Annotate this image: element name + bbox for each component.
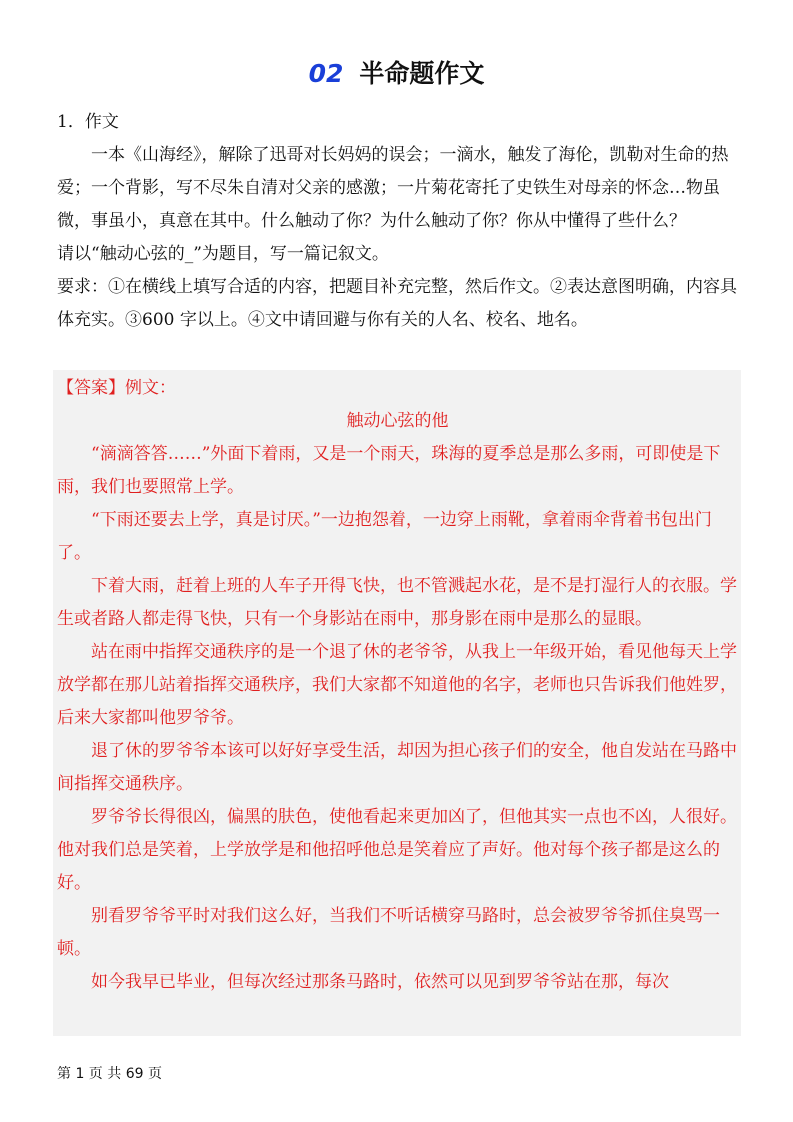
- essay-paragraph: “滴滴答答……”外面下着雨，又是一个雨天，珠海的夏季总是那么多雨，可即使是下雨，我们也要照常上学。: [57, 444, 721, 497]
- section-number: 02: [308, 59, 344, 88]
- essay-title: 触动心弦的他: [346, 411, 449, 431]
- question-instruction: 请以“触动心弦的_”为题目，写一篇记叙文。: [57, 244, 389, 264]
- question-requirements: 要求：①在横线上填写合适的内容，把题目补充完整，然后作文。②表达意图明确，内容具体充实。③600 字以上。④文中请回避与你有关的人名、校名、地名。: [57, 277, 737, 330]
- essay-paragraph: 退了休的罗爷爷本该可以好好享受生活，却因为担心孩子们的安全，他自发站在马路中间指挥交通秩序。: [57, 741, 737, 794]
- page-footer: 第 1 页 共 69 页: [57, 1066, 162, 1082]
- essay-paragraph: 站在雨中指挥交通秩序的是一个退了休的老爷爷，从我上一年级开始，看见他每天上学放学都在那儿站着指挥交通秩序，我们大家都不知道他的名字，老师也只告诉我们他姓罗，后来大家都叫他罗爷爷。: [57, 642, 737, 728]
- question-block: [57, 106, 740, 337]
- page-title: [0, 56, 793, 92]
- essay-paragraph: 下着大雨，赶着上班的人车子开得飞快，也不管溅起水花，是不是打湿行人的衣服。学生或者路人都走得飞快，只有一个身影站在雨中，那身影在雨中是那么的显眼。: [57, 576, 737, 629]
- answer-block: [53, 370, 741, 1036]
- answer-label: 【答案】例文：: [57, 378, 176, 398]
- question-prompt: 一本《山海经》，解除了迅哥对长妈妈的误会；一滴水，触发了海伦，凯勒对生命的热爱；一个背影，写不尽朱自清对父亲的感激；一片菊花寄托了史铁生对母亲的怀念…物虽微，事虽小，真意在其中。什么触动了你？为什么触动了你？你从中懂得了些什么？: [57, 145, 729, 231]
- section-title: 半命题作文: [359, 59, 485, 88]
- question-label: 1．作文: [57, 112, 119, 132]
- essay-paragraph: 罗爷爷长得很凶，偏黑的肤色，使他看起来更加凶了，但他其实一点也不凶，人很好。他对我们总是笑着，上学放学是和他招呼他总是笑着应了声好。他对每个孩子都是这么的好。: [57, 807, 737, 893]
- essay-paragraph: “下雨还要去上学，真是讨厌。”一边抱怨着，一边穿上雨靴，拿着雨伞背着书包出门了。: [57, 510, 712, 563]
- essay-paragraph: 别看罗爷爷平时对我们这么好，当我们不听话横穿马路时，总会被罗爷爷抓住臭骂一顿。: [57, 906, 720, 959]
- essay-paragraph: 如今我早已毕业，但每次经过那条马路时，依然可以见到罗爷爷站在那，每次: [91, 972, 669, 992]
